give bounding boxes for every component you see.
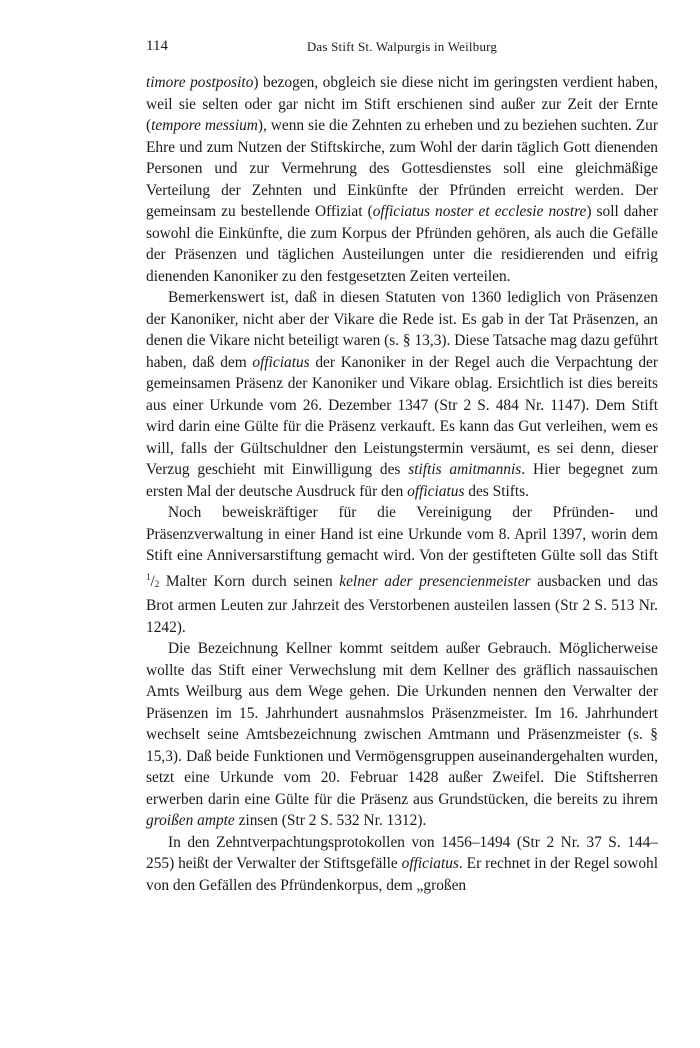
text-run: Noch beweiskräftiger für die Vereinigung der Pfründen- und Präsenzverwaltung in einer Hand ist eine Urkunde vom 8. April 1397, worin dem Stift eine Anniversarstiftung gemacht wird. Von der gestifteten Gülte soll das Stift [146,504,658,564]
text-run: Bemerkenswert ist, daß in diesen Statuten von 1360 lediglich von Präsenzen der Kanoniker, nicht aber der Vikare die Rede ist. Es gab in der Tat Präsenzen, an denen die Vikare nicht beteiligt waren (s. § 13,3). Diese Tatsache mag dazu geführt haben, daß dem [146,289,658,371]
text-run: der Kanoniker in der Regel auch die Verpachtung der gemeinsamen Präsenz der Kanoniker und Vikare oblag. Ersichtlich ist dies bereits aus einer Urkunde vom 26. Dezember 1347 (Str 2 S. 484 Nr. 1147). Dem Stift wird darin eine Gülte für die Präsenz verkauft. Es kann das Gut verleihen, wem es will, falls der Gültschuldner den Leistungstermin versäumt, es sei denn, dieser Verzug geschieht mit Einwilligung des [146,353,658,478]
paragraph [146,832,658,897]
text-run: ) soll daher sowohl die Einkünfte, die zum Korpus der Pfründen gehören, als auch die Gefälle der Präsenzen und täglichen Austeilungen unter die residierenden und eifrig dienenden Kanoniker zu den festgesetzten Zeiten verteilen. [146,203,658,285]
text-run: . Er rechnet in der Regel sowohl von den Gefällen des Pfründenkorpus, dem „großen [146,855,658,894]
fraction-denominator: 2 [154,578,160,589]
italic-term: groißen ampte [146,812,235,829]
running-title: Das Stift St. Walpurgis in Weilburg [306,39,498,54]
paragraph [146,287,658,502]
italic-term: kelner ader presencienmeister [339,572,531,590]
text-run: ), wenn sie die Zehnten zu erheben und zu beziehen suchten. Zur Ehre und zum Nutzen der Stiftskirche, zum Wohl der darin täglich Gott dienenden Personen und zur Vermehrung des Gottesdienstes soll eine gleichmäßige Verteilung der Zehnten und Einkünfte der Pfründen erreicht werden. Der gemeinsam zu bestellende Offiziat ( [146,117,658,220]
text-run: ) bezogen, obgleich sie diese nicht im geringsten verdient haben, weil sie selten oder gar nicht im Stift erschienen sind außer zur Zeit der Ernte ( [146,74,658,134]
paragraph [146,502,658,638]
italic-term: stiftis amitmannis [408,461,522,478]
fraction-numerator: 1 [146,571,151,582]
italic-term: tempore messium [151,117,258,134]
page-header [146,38,658,60]
italic-term: officiatus [401,855,459,872]
fraction: $^1/_2$ [146,571,160,590]
text-run: Malter Korn durch seinen [159,572,340,590]
italic-term: timore postposito [146,74,254,91]
body-text [146,72,658,896]
text-run: zinsen (Str 2 S. 532 Nr. 1312). [234,812,427,829]
paragraph [146,72,658,287]
text-run: des Stifts. [464,482,529,500]
text-run: . Hier begegnet zum ersten Mal der deutsche Ausdruck für den [146,461,658,500]
italic-term: officiatus [407,482,465,500]
page-number: 114 [146,38,168,54]
text-run: In den Zehntverpachtungsprotokollen von 1456–1494 (Str 2 Nr. 37 S. 144–255) heißt der Verwalter der Stiftsgefälle [146,833,658,872]
text-run: Die Bezeichnung Kellner kommt seitdem außer Gebrauch. Möglicherweise wollte das Stift einer Verwechslung mit dem Kellner des gräflich nassauischen Amts Weilburg aus dem Wege gehen. Die Urkunden nennen den Verwalter der Präsenzen im 15. Jahrhundert ausnahmslos Präsenzmeister. Im 16. Jahrhundert wechselt seine Amtsbezeichnung zwischen Amtmann und Präsenzmeister (s. § 15,3). Daß beide Funktionen und Vermögensgruppen auseinandergehalten wurden, setzt eine Urkunde vom 20. Februar 1428 außer Zweifel. Die Stiftsherren erwerben darin eine Gülte für die Präsenz aus Grundstücken, die bereits zu ihrem [146,640,658,808]
italic-term: officiatus [252,353,310,371]
italic-term: officiatus noster et ecclesie nostre [372,203,587,220]
paragraph [146,638,658,832]
text-run: ausbacken und das Brot armen Leuten zur Jahrzeit des Verstorbenen austeilen lassen (Str 2 S. 513 Nr. 1242). [146,572,658,636]
